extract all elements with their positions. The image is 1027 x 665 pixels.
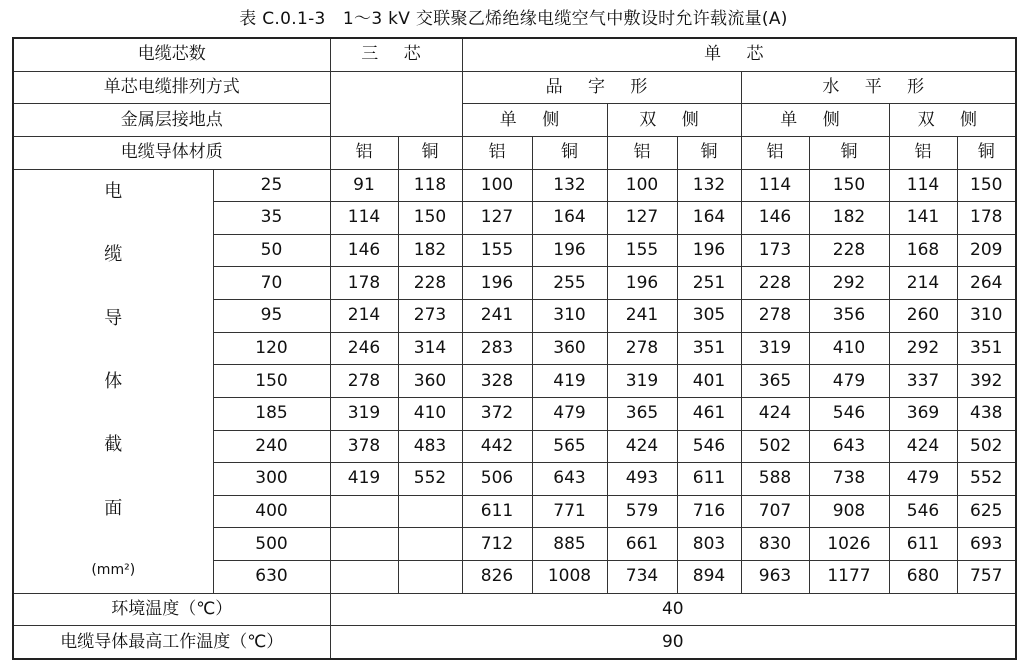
ampacity-value: 546 xyxy=(809,397,889,430)
cross-section-size: 50 xyxy=(213,234,330,267)
cross-section-size: 25 xyxy=(213,169,330,202)
cross-section-size: 95 xyxy=(213,300,330,333)
ampacity-value: 611 xyxy=(889,528,957,561)
ampacity-value: 908 xyxy=(809,495,889,528)
ampacity-value: 502 xyxy=(957,430,1016,463)
ampacity-value: 479 xyxy=(889,463,957,496)
ampacity-value: 693 xyxy=(957,528,1016,561)
ampacity-value xyxy=(398,495,462,528)
ampacity-value: 228 xyxy=(741,267,809,300)
ampacity-value: 643 xyxy=(532,463,607,496)
ampacity-value: 214 xyxy=(330,300,398,333)
ampacity-value: 114 xyxy=(330,202,398,235)
ampacity-value: 565 xyxy=(532,430,607,463)
ampacity-value: 438 xyxy=(957,397,1016,430)
ampacity-value: 410 xyxy=(398,397,462,430)
ampacity-value: 168 xyxy=(889,234,957,267)
section-label-char: (mm²) xyxy=(91,562,136,579)
ampacity-value: 178 xyxy=(957,202,1016,235)
ampacity-value: 392 xyxy=(957,365,1016,398)
single-core-header: 单 芯 xyxy=(462,38,1016,71)
section-label-char: 导 xyxy=(104,307,123,329)
ampacity-value: 483 xyxy=(398,430,462,463)
core-count-label: 电缆芯数 xyxy=(13,38,330,71)
ampacity-value: 196 xyxy=(677,234,741,267)
ampacity-value: 173 xyxy=(741,234,809,267)
ampacity-value: 963 xyxy=(741,561,809,594)
ampacity-table xyxy=(12,37,1017,660)
ampacity-value: 885 xyxy=(532,528,607,561)
table-title: 表 C.0.1-3 1～3 kV 交联聚乙烯绝缘电缆空气中敷设时允许载流量(A) xyxy=(239,9,788,29)
ampacity-value: 803 xyxy=(677,528,741,561)
ampacity-value: 260 xyxy=(889,300,957,333)
ampacity-value: 91 xyxy=(330,169,398,202)
ampacity-value: 278 xyxy=(607,332,677,365)
ampacity-value: 228 xyxy=(398,267,462,300)
ampacity-value: 319 xyxy=(741,332,809,365)
section-label-char: 面 xyxy=(104,497,123,519)
ampacity-value: 319 xyxy=(607,365,677,398)
ampacity-value: 360 xyxy=(532,332,607,365)
ampacity-value: 442 xyxy=(462,430,532,463)
ampacity-value: 1177 xyxy=(809,561,889,594)
ampacity-value: 552 xyxy=(398,463,462,496)
ampacity-value: 182 xyxy=(398,234,462,267)
cross-section-size: 70 xyxy=(213,267,330,300)
flat-header: 水 平 形 xyxy=(741,71,1016,104)
flat-two-sides-header: 双 侧 xyxy=(889,104,1016,137)
ampacity-value: 734 xyxy=(607,561,677,594)
ampacity-value: 894 xyxy=(677,561,741,594)
ampacity-value: 118 xyxy=(398,169,462,202)
ampacity-value: 579 xyxy=(607,495,677,528)
arrangement-label: 单芯电缆排列方式 xyxy=(13,71,330,104)
material-al: 铝 xyxy=(607,136,677,169)
ampacity-value xyxy=(398,528,462,561)
material-al: 铝 xyxy=(330,136,398,169)
ampacity-value: 712 xyxy=(462,528,532,561)
flat-one-side-header: 单 侧 xyxy=(741,104,889,137)
table-row xyxy=(13,169,1016,202)
ampacity-value: 283 xyxy=(462,332,532,365)
cross-section-size: 500 xyxy=(213,528,330,561)
ampacity-value: 114 xyxy=(741,169,809,202)
ampacity-value: 251 xyxy=(677,267,741,300)
trefoil-header: 品 字 形 xyxy=(462,71,741,104)
ambient-temp-value: 40 xyxy=(330,593,1016,626)
three-core-header: 三 芯 xyxy=(330,38,462,71)
ampacity-value: 351 xyxy=(677,332,741,365)
ampacity-value: 552 xyxy=(957,463,1016,496)
cross-section-size: 35 xyxy=(213,202,330,235)
ampacity-value: 241 xyxy=(462,300,532,333)
ampacity-value: 319 xyxy=(330,397,398,430)
ampacity-value: 114 xyxy=(889,169,957,202)
ampacity-value: 588 xyxy=(741,463,809,496)
ampacity-value: 292 xyxy=(889,332,957,365)
ampacity-value: 132 xyxy=(677,169,741,202)
ampacity-value: 146 xyxy=(330,234,398,267)
ampacity-value: 278 xyxy=(330,365,398,398)
ampacity-value: 611 xyxy=(677,463,741,496)
ampacity-value: 643 xyxy=(809,430,889,463)
ampacity-value: 214 xyxy=(889,267,957,300)
material-cu: 铜 xyxy=(677,136,741,169)
ampacity-value: 241 xyxy=(607,300,677,333)
section-label-char: 缆 xyxy=(104,244,123,266)
ampacity-value: 337 xyxy=(889,365,957,398)
ampacity-value: 310 xyxy=(957,300,1016,333)
ampacity-value xyxy=(398,561,462,594)
max-temp-row xyxy=(13,626,1016,659)
ampacity-value: 182 xyxy=(809,202,889,235)
cross-section-size: 400 xyxy=(213,495,330,528)
ampacity-value: 141 xyxy=(889,202,957,235)
ampacity-value: 707 xyxy=(741,495,809,528)
ampacity-value: 164 xyxy=(677,202,741,235)
ampacity-value: 680 xyxy=(889,561,957,594)
cross-section-size: 185 xyxy=(213,397,330,430)
ampacity-value: 1026 xyxy=(809,528,889,561)
ampacity-value: 738 xyxy=(809,463,889,496)
section-label-char: 截 xyxy=(104,434,123,456)
cross-section-size: 120 xyxy=(213,332,330,365)
ampacity-value: 328 xyxy=(462,365,532,398)
material-al: 铝 xyxy=(889,136,957,169)
ampacity-value: 461 xyxy=(677,397,741,430)
ampacity-value: 314 xyxy=(398,332,462,365)
ampacity-value: 100 xyxy=(462,169,532,202)
ampacity-value: 424 xyxy=(607,430,677,463)
ampacity-value: 246 xyxy=(330,332,398,365)
ampacity-value: 150 xyxy=(398,202,462,235)
ampacity-value: 196 xyxy=(462,267,532,300)
ampacity-value: 196 xyxy=(532,234,607,267)
material-al: 铝 xyxy=(741,136,809,169)
section-label xyxy=(13,169,213,593)
ampacity-value: 278 xyxy=(741,300,809,333)
ampacity-value: 502 xyxy=(741,430,809,463)
ampacity-value xyxy=(330,528,398,561)
ampacity-value xyxy=(330,495,398,528)
ampacity-value: 356 xyxy=(809,300,889,333)
trefoil-one-side-header: 单 侧 xyxy=(462,104,607,137)
ampacity-value: 410 xyxy=(809,332,889,365)
ampacity-value: 292 xyxy=(809,267,889,300)
ampacity-value: 830 xyxy=(741,528,809,561)
ampacity-value: 372 xyxy=(462,397,532,430)
ampacity-value: 493 xyxy=(607,463,677,496)
ampacity-value: 625 xyxy=(957,495,1016,528)
ampacity-value: 150 xyxy=(957,169,1016,202)
cross-section-size: 150 xyxy=(213,365,330,398)
cross-section-size: 630 xyxy=(213,561,330,594)
ampacity-value: 209 xyxy=(957,234,1016,267)
max-temp-value: 90 xyxy=(330,626,1016,659)
ampacity-value: 419 xyxy=(532,365,607,398)
ampacity-value: 424 xyxy=(741,397,809,430)
ampacity-value: 716 xyxy=(677,495,741,528)
ampacity-value: 178 xyxy=(330,267,398,300)
ampacity-value: 146 xyxy=(741,202,809,235)
ampacity-value: 661 xyxy=(607,528,677,561)
ampacity-value: 378 xyxy=(330,430,398,463)
ampacity-value: 826 xyxy=(462,561,532,594)
trefoil-two-sides-header: 双 侧 xyxy=(607,104,741,137)
ampacity-value: 164 xyxy=(532,202,607,235)
ampacity-value: 1008 xyxy=(532,561,607,594)
ampacity-value: 546 xyxy=(889,495,957,528)
ampacity-value: 127 xyxy=(462,202,532,235)
ampacity-value: 365 xyxy=(741,365,809,398)
max-temp-label: 电缆导体最高工作温度（℃） xyxy=(13,626,330,659)
section-label-char: 体 xyxy=(104,371,123,393)
ampacity-value: 255 xyxy=(532,267,607,300)
ampacity-value: 305 xyxy=(677,300,741,333)
material-cu: 铜 xyxy=(398,136,462,169)
ampacity-value: 155 xyxy=(462,234,532,267)
ampacity-value: 771 xyxy=(532,495,607,528)
material-al: 铝 xyxy=(462,136,532,169)
ampacity-value: 365 xyxy=(607,397,677,430)
cross-section-size: 300 xyxy=(213,463,330,496)
ampacity-value: 264 xyxy=(957,267,1016,300)
ampacity-value: 150 xyxy=(809,169,889,202)
material-cu: 铜 xyxy=(532,136,607,169)
ambient-temp-row xyxy=(13,593,1016,626)
ampacity-value: 757 xyxy=(957,561,1016,594)
ampacity-value: 506 xyxy=(462,463,532,496)
ampacity-value: 155 xyxy=(607,234,677,267)
material-label: 电缆导体材质 xyxy=(13,136,330,169)
ampacity-value: 360 xyxy=(398,365,462,398)
ampacity-value: 419 xyxy=(330,463,398,496)
cross-section-size: 240 xyxy=(213,430,330,463)
ampacity-value: 100 xyxy=(607,169,677,202)
three-core-blank xyxy=(330,71,462,136)
section-label-char: 电 xyxy=(104,181,123,203)
material-cu: 铜 xyxy=(957,136,1016,169)
ampacity-value: 424 xyxy=(889,430,957,463)
ampacity-value: 546 xyxy=(677,430,741,463)
ampacity-value: 273 xyxy=(398,300,462,333)
ampacity-value: 401 xyxy=(677,365,741,398)
ambient-temp-label: 环境温度（℃） xyxy=(13,593,330,626)
ampacity-value: 132 xyxy=(532,169,607,202)
grounding-label: 金属层接地点 xyxy=(13,104,330,137)
ampacity-value: 196 xyxy=(607,267,677,300)
ampacity-value: 351 xyxy=(957,332,1016,365)
ampacity-value: 611 xyxy=(462,495,532,528)
ampacity-value: 369 xyxy=(889,397,957,430)
ampacity-value: 479 xyxy=(532,397,607,430)
ampacity-value: 228 xyxy=(809,234,889,267)
ampacity-value: 127 xyxy=(607,202,677,235)
ampacity-value: 310 xyxy=(532,300,607,333)
ampacity-value: 479 xyxy=(809,365,889,398)
ampacity-value xyxy=(330,561,398,594)
material-cu: 铜 xyxy=(809,136,889,169)
